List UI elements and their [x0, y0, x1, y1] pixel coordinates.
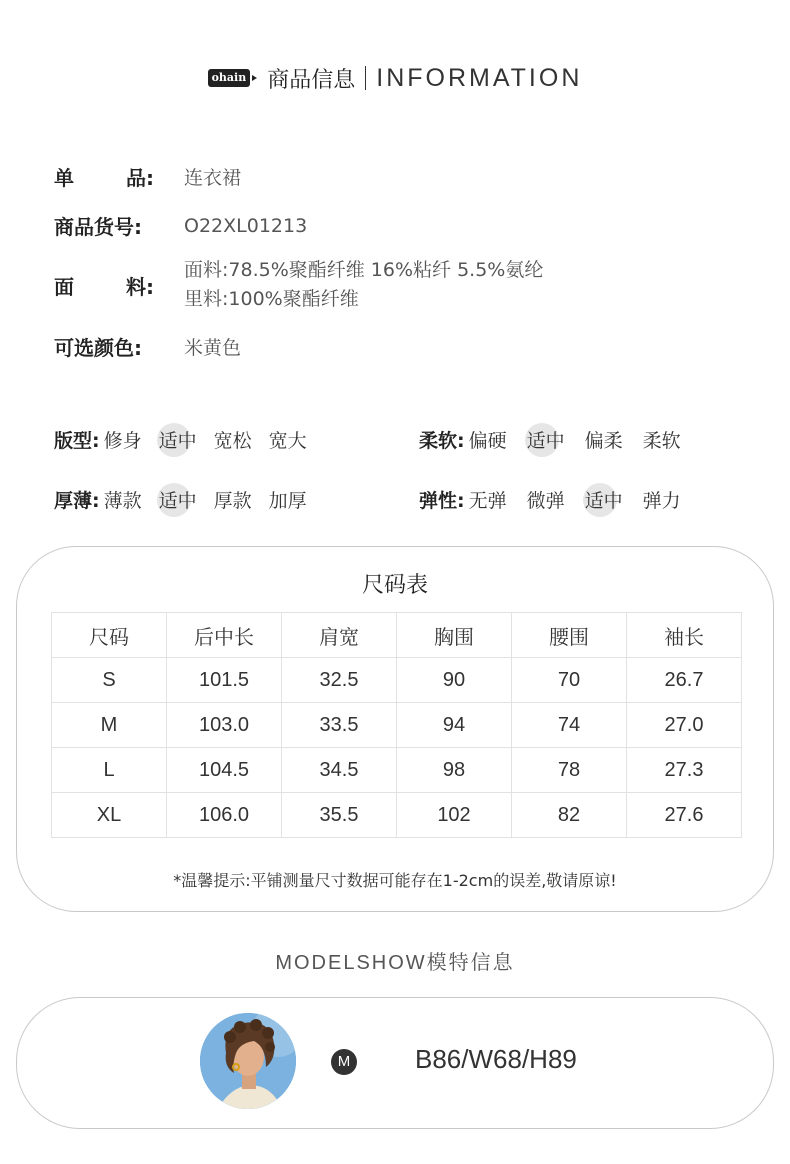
table-cell: 32.5: [282, 658, 397, 703]
info-row-item: [54, 162, 241, 191]
table-cell: 103.0: [167, 703, 282, 748]
measurement-tip: *温馨提示:平铺测量尺寸数据可能存在1-2cm的误差,敬请原谅!: [173, 871, 617, 890]
color-value: 米黄色: [184, 337, 242, 359]
softness-option: 偏硬: [468, 430, 507, 452]
fabric-outer: 面料:78.5%聚酯纤维 16%粘纤 5.5%氨纶: [184, 259, 544, 281]
table-row: [52, 748, 742, 793]
thickness-option: 薄款: [103, 490, 142, 512]
elasticity-option: 微弹: [526, 490, 565, 512]
thickness-option-selected: 适中: [159, 486, 197, 513]
fabric-label-b: 料:: [126, 274, 154, 299]
sku-value: O22XL01213: [184, 214, 308, 237]
item-label: [54, 162, 154, 191]
info-row-sku: [54, 211, 307, 240]
info-row-fabric: [54, 256, 543, 314]
item-label-b: 品:: [126, 166, 154, 190]
header-title-cn: 商品信息: [267, 67, 356, 93]
thickness-label: 厚薄:: [54, 490, 100, 512]
softness-option: 柔软: [642, 430, 681, 452]
model-avatar: [200, 1013, 296, 1109]
table-cell: 27.0: [627, 703, 742, 748]
fabric-value: [184, 256, 543, 314]
size-table: [51, 612, 742, 838]
model-info-box: [16, 997, 774, 1129]
softness-label: 柔软:: [419, 430, 465, 452]
table-row: [52, 793, 742, 838]
model-portrait-icon: [200, 1013, 296, 1109]
info-header: [0, 58, 790, 98]
fabric-lining: 里料:100%聚酯纤维: [184, 288, 359, 310]
sku-label: 商品货号:: [54, 215, 142, 239]
attr-thickness: [54, 486, 324, 513]
attr-softness: [419, 426, 681, 453]
model-measurements: B86/W68/H89: [415, 1044, 577, 1074]
table-cell: 34.5: [282, 748, 397, 793]
brand-logo: ohain: [208, 69, 251, 87]
color-label: 可选颜色:: [54, 336, 142, 360]
table-cell: 74: [512, 703, 627, 748]
item-value: 连衣裙: [184, 167, 242, 189]
info-row-color: [54, 332, 241, 361]
attr-elasticity: [419, 486, 681, 513]
table-cell: 106.0: [167, 793, 282, 838]
table-cell: 27.6: [627, 793, 742, 838]
table-header-cell: 尺码: [52, 613, 167, 658]
table-cell: 35.5: [282, 793, 397, 838]
softness-option-selected: 适中: [527, 426, 565, 453]
table-cell: XL: [52, 793, 167, 838]
fit-option: 宽松: [213, 430, 252, 452]
table-header-cell: 肩宽: [282, 613, 397, 658]
fit-option-selected: 适中: [159, 426, 197, 453]
softness-option: 偏柔: [584, 430, 623, 452]
header-divider: [365, 66, 366, 90]
table-cell: 70: [512, 658, 627, 703]
logo-arrow-icon: [252, 75, 257, 81]
table-cell: M: [52, 703, 167, 748]
thickness-option: 加厚: [268, 490, 307, 512]
table-header-cell: 袖长: [627, 613, 742, 658]
table-cell: 33.5: [282, 703, 397, 748]
table-cell: 104.5: [167, 748, 282, 793]
elasticity-option: 无弹: [468, 490, 507, 512]
size-table-header: [52, 613, 742, 658]
table-cell: 82: [512, 793, 627, 838]
item-label-a: 单: [54, 166, 74, 190]
model-title: MODELSHOW模特信息: [275, 952, 515, 974]
table-cell: 94: [397, 703, 512, 748]
table-cell: 27.3: [627, 748, 742, 793]
elasticity-option-selected: 适中: [585, 486, 623, 513]
size-chart-title: 尺码表: [361, 573, 428, 598]
header-title-en: INFORMATION: [376, 63, 583, 92]
table-cell: 98: [397, 748, 512, 793]
table-header-cell: 腰围: [512, 613, 627, 658]
table-row: [52, 703, 742, 748]
table-cell: 90: [397, 658, 512, 703]
table-cell: 101.5: [167, 658, 282, 703]
table-row: [52, 658, 742, 703]
table-header-cell: 胸围: [397, 613, 512, 658]
thickness-option: 厚款: [213, 490, 252, 512]
elasticity-label: 弹性:: [419, 490, 465, 512]
table-cell: 78: [512, 748, 627, 793]
table-cell: 102: [397, 793, 512, 838]
attr-fit: [54, 426, 324, 453]
fit-option: 修身: [103, 430, 142, 452]
model-size-badge: M: [331, 1049, 357, 1075]
table-cell: 26.7: [627, 658, 742, 703]
table-cell: L: [52, 748, 167, 793]
table-cell: S: [52, 658, 167, 703]
fabric-label: [54, 271, 154, 300]
fit-label: 版型:: [54, 430, 100, 452]
fit-option: 宽大: [268, 430, 307, 452]
elasticity-option: 弹力: [642, 490, 681, 512]
fabric-label-a: 面: [54, 274, 74, 299]
table-header-cell: 后中长: [167, 613, 282, 658]
